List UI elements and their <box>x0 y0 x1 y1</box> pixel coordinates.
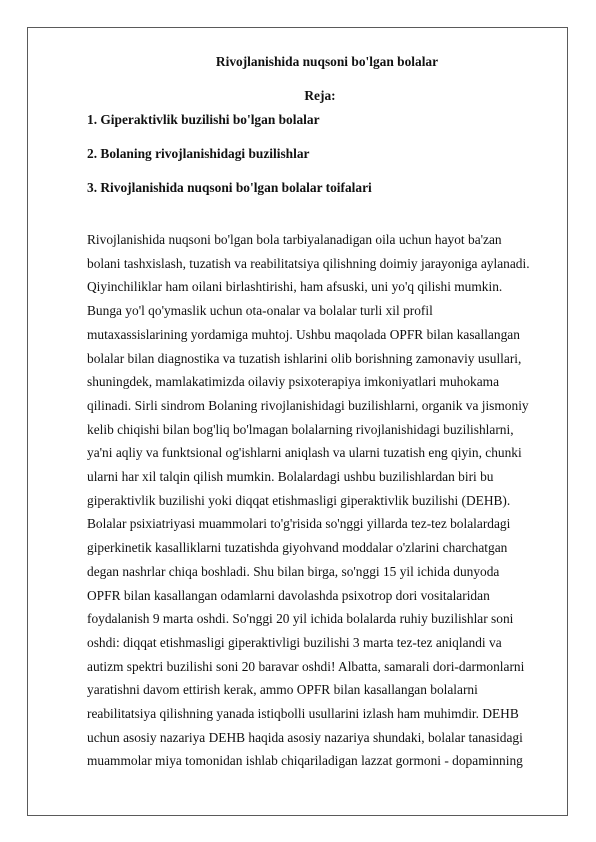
body-line: giperkinetik kasalliklarni tuzatishda giyohvand moddalar o'zlarini charchatgan <box>87 540 508 556</box>
plan-item: 3. Rivojlanishida nuqsoni bo'lgan bolalar toifalari <box>87 180 372 195</box>
body-line: ya'ni aqliy va funktsional og'ishlarni aniqlash va ularni tuzatish eng qiyin, chunki <box>87 445 522 461</box>
plan-item: 2. Bolaning rivojlanishidagi buzilishlar <box>87 146 310 161</box>
body-line: Rivojlanishida nuqsoni bo'lgan bola tarbiyalanadigan oila uchun hayot ba'zan <box>87 232 502 247</box>
body-line: OPFR bilan kasallangan odamlarni davolashda psixotrop dori vositalaridan <box>87 587 490 603</box>
body-line: Bunga yo'l qo'ymaslik uchun ota-onalar va bolalar turli xil profil <box>87 303 433 319</box>
body-line: giperaktivlik buzilishi yoki diqqat etishmasligi giperaktivlik buzilishi (DEHB). <box>87 492 511 508</box>
body-line: kelib chiqishi bilan bog'liq bo'lmagan bolalarning rivojlanishidagi buzilishlarni, <box>87 421 514 437</box>
body-line: mutaxassislarining yordamiga muhtoj. Ushbu maqolada OPFR bilan kasallangan <box>87 326 520 342</box>
body-line: uchun asosiy nazariya DEHB haqida asosiy nazariya shundaki, bolalar tanasidagi <box>87 729 523 745</box>
body-line: Bolalar psixiatriyasi muammolari to'g'risida so'nggi yillarda tez-tez bolalardagi <box>87 516 511 532</box>
body-line: yaratishni davom ettirish kerak, ammo OPFR bilan kasallangan bolalarni <box>87 682 478 698</box>
body-line: qilinadi. Sirli sindrom Bolaning rivojlanishidagi buzilishlarni, organik va jismoniy <box>87 397 529 413</box>
body-paragraph <box>87 228 553 773</box>
document-title: Rivojlanishida nuqsoni bo'lgan bolalar <box>215 54 439 69</box>
plan-item: 1. Giperaktivlik buzilishi bo'lgan bolalar <box>87 112 320 127</box>
body-line: foydalanish 9 marta oshdi. So'nggi 20 yil ichida bolalarda ruhiy buzilishlar soni <box>87 611 514 627</box>
body-line: reabilitatsiya qilishning yanada istiqbolli usullarini izlash ham muhimdir. DEHB <box>87 706 519 722</box>
body-line: autizm spektri buzilishi soni 20 baravar oshdi! Albatta, samarali dori-darmonlarni <box>87 658 525 674</box>
body-line: muammolar miya tomonidan ishlab chiqariladigan lazzat gormoni - dopaminning <box>87 753 523 769</box>
body-line: degan nashrlar chiqa boshladi. Shu bilan birga, so'nggi 15 yil ichida dunyoda <box>87 563 500 579</box>
body-line: shuningdek, mamlakatimizda oilaviy psixoterapiya imkoniyatlari muhokama <box>87 374 500 390</box>
body-line: oshdi: diqqat etishmasligi giperaktivligi buzilishi 3 marta tez-tez aniqlandi va <box>87 634 502 650</box>
body-line: Qiyinchiliklar ham oilani birlashtirishi, ham afsuski, uni yo'q qilishi mumkin. <box>87 279 503 295</box>
plan-list <box>87 110 553 198</box>
body-line: ularni har xil talqin qilish mumkin. Bolalardagi ushbu buzilishlardan biri bu <box>87 469 494 485</box>
document-body <box>87 52 553 773</box>
body-line: bolani tashxislash, tuzatish va reabilitatsiya qilishning doimiy jarayoniga aylanadi. <box>87 255 530 271</box>
plan-heading: Reja: <box>304 88 336 103</box>
body-line: bolalar bilan diagnostika va tuzatish ishlarini olib borishning zamonaviy usullari, <box>87 350 522 366</box>
